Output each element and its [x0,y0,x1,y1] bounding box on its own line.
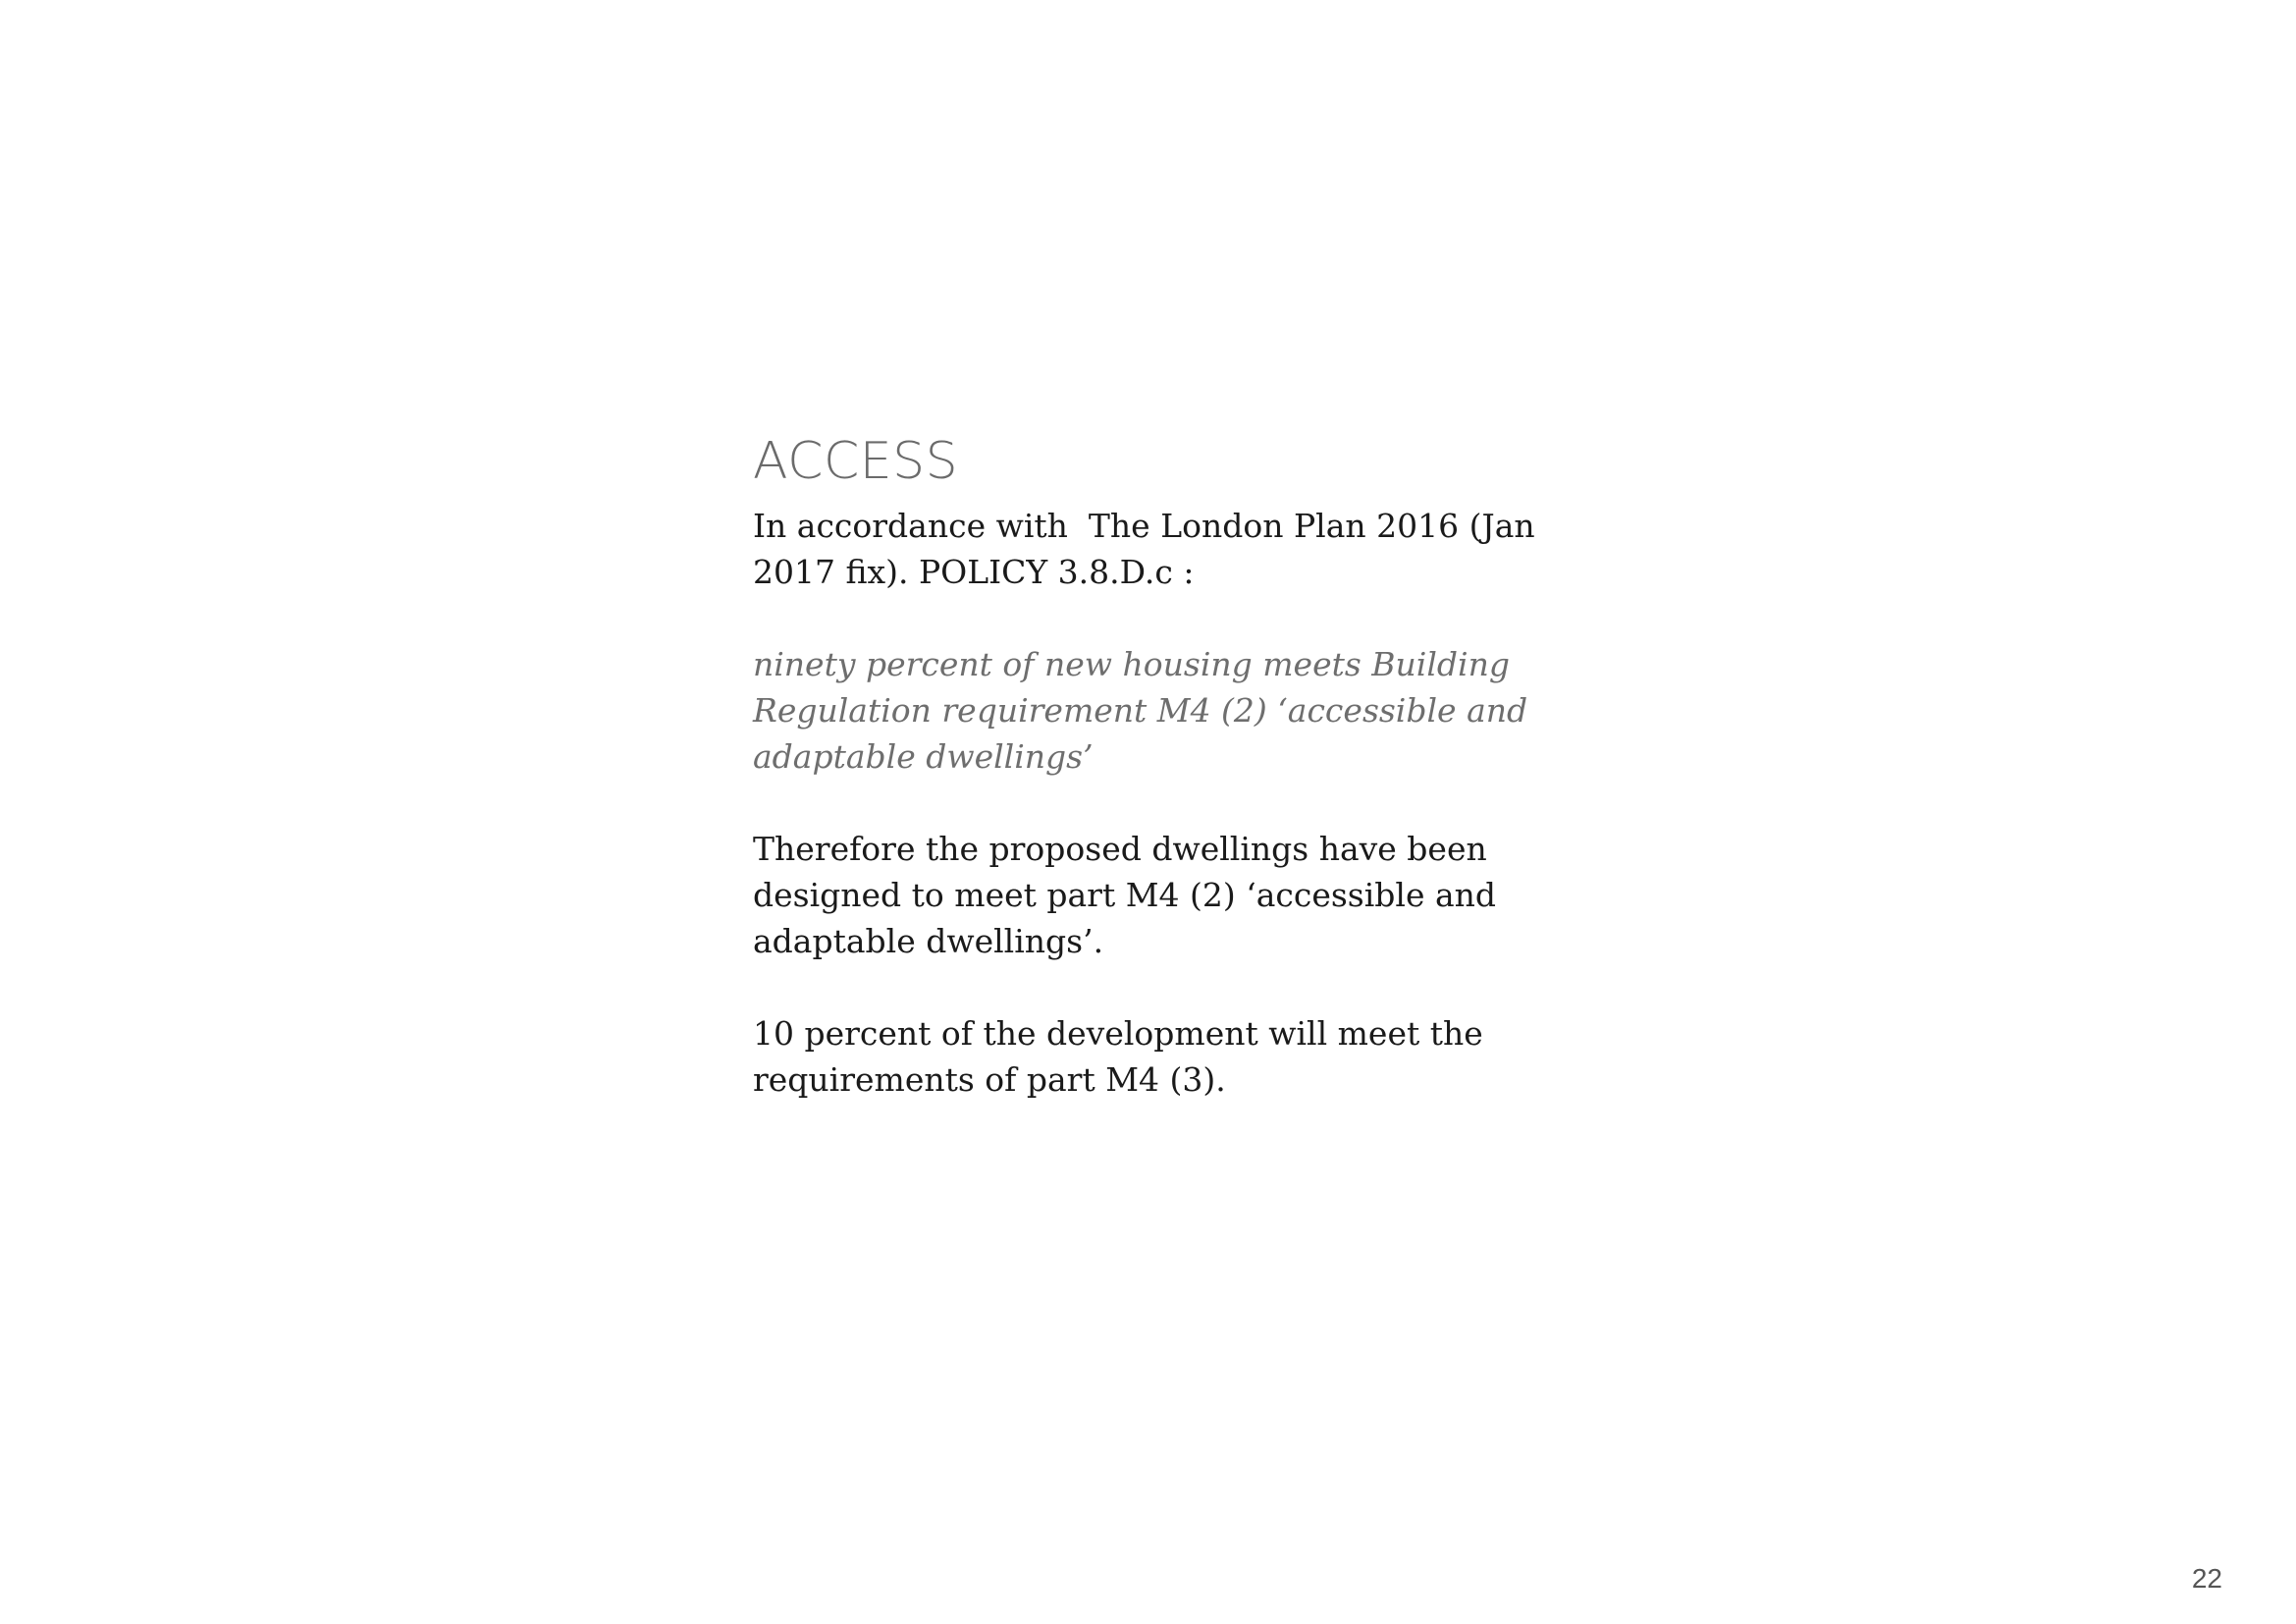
percent-line: 10 percent of the development will meet the [753,1014,1483,1053]
therefore-paragraph [753,826,1597,964]
policy-quote [753,641,1597,780]
intro-line: In accordance with The London Plan 2016 (Jan [753,507,1535,545]
therefore-line: Therefore the proposed dwellings have been [753,830,1487,868]
quote-line: adaptable dwellings’ [753,737,1094,776]
percent-paragraph [753,1010,1597,1103]
section-heading: ACCESS [753,432,959,491]
intro-paragraph [753,503,1597,595]
quote-line: ninety percent of new housing meets Building [753,645,1510,683]
page-number: 22 [2191,1563,2222,1594]
access-section [753,432,1597,1103]
therefore-line: designed to meet part M4 (2) ‘accessible and [753,876,1497,914]
paragraph-spacer [753,780,1597,826]
paragraph-spacer [753,964,1597,1010]
quote-line: Regulation requirement M4 (2) ‘accessible and [753,691,1528,730]
therefore-line: adaptable dwellings’. [753,922,1104,960]
paragraph-spacer [753,595,1597,641]
percent-line: requirements of part M4 (3). [753,1060,1226,1099]
intro-line: 2017 fix). POLICY 3.8.D.c : [753,553,1195,591]
